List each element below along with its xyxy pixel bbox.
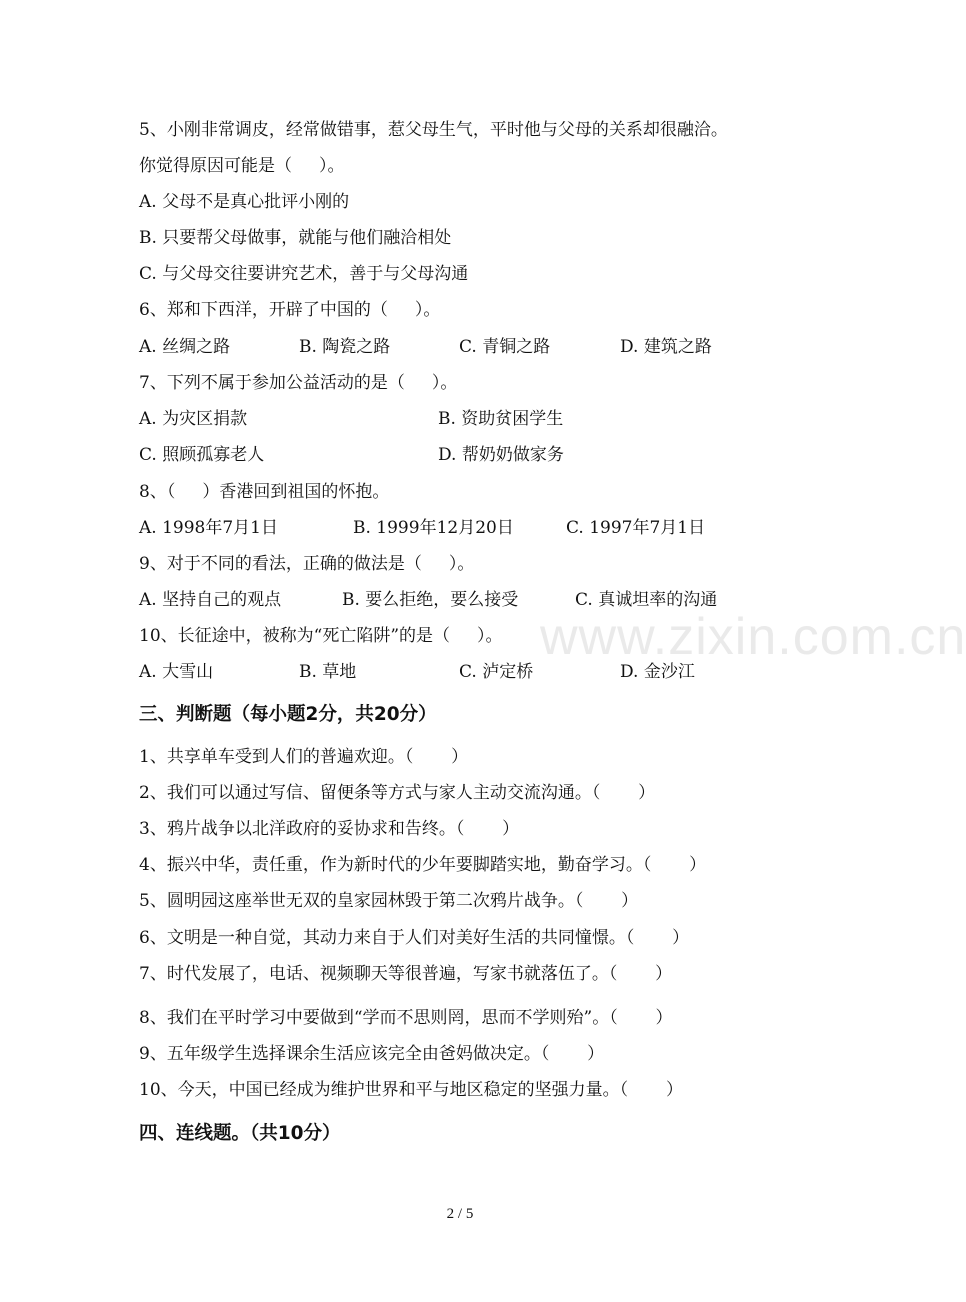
question-5-option-c: C. 与父母交往要讲究艺术，善于与父母沟通 (139, 264, 469, 284)
true-false-item-1: 1、共享单车受到人们的普遍欢迎。（ ） (139, 747, 469, 767)
page-number: 2 / 5 (446, 1206, 474, 1222)
true-false-item-9: 9、五年级学生选择课余生活应该完全由爸妈做决定。（ ） (139, 1044, 605, 1064)
question-5-option-b: B. 只要帮父母做事，就能与他们融洽相处 (139, 228, 452, 248)
question-10-option-b: B. 草地 (299, 662, 357, 682)
true-false-item-4: 4、振兴中华，责任重，作为新时代的少年要脚踏实地，勤奋学习。（ ） (139, 855, 707, 875)
question-8-option-a: A. 1998年7月1日 (139, 518, 278, 538)
question-6-stem: 6、郑和下西洋，开辟了中国的（ ）。 (139, 300, 441, 320)
section-3-title: 三、判断题（每小题2分，共20分） (139, 704, 437, 725)
question-9-option-a: A. 坚持自己的观点 (139, 590, 282, 610)
true-false-item-6: 6、文明是一种自觉，其动力来自于人们对美好生活的共同憧憬。（ ） (139, 928, 690, 948)
true-false-item-7: 7、时代发展了，电话、视频聊天等很普遍，写家书就落伍了。（ ） (139, 964, 673, 984)
true-false-item-5: 5、圆明园这座举世无双的皇家园林毁于第二次鸦片战争。（ ） (139, 891, 639, 911)
question-8-option-b: B. 1999年12月20日 (353, 518, 514, 538)
question-8-stem: 8、（ ）香港回到祖国的怀抱。 (139, 482, 390, 502)
question-7-option-d: D. 帮奶奶做家务 (438, 445, 564, 465)
question-6-option-b: B. 陶瓷之路 (299, 337, 391, 357)
true-false-item-2: 2、我们可以通过写信、留便条等方式与家人主动交流沟通。（ ） (139, 783, 656, 803)
question-9-option-b: B. 要么拒绝，要么接受 (342, 590, 519, 610)
true-false-item-3: 3、鸦片战争以北洋政府的妥协求和告终。（ ） (139, 819, 520, 839)
question-9-stem: 9、对于不同的看法，正确的做法是（ ）。 (139, 554, 475, 574)
question-6-option-d: D. 建筑之路 (620, 337, 712, 357)
question-8-option-c: C. 1997年7月1日 (566, 518, 706, 538)
question-7-option-a: A. 为灾区捐款 (139, 409, 248, 429)
question-7-option-c: C. 照顾孤寡老人 (139, 445, 265, 465)
section-4-title: 四、连线题。（共10分） (139, 1123, 341, 1144)
question-10-option-d: D. 金沙江 (620, 662, 695, 682)
question-9-option-c: C. 真诚坦率的沟通 (575, 590, 718, 610)
question-6-option-c: C. 青铜之路 (459, 337, 551, 357)
question-7-option-b: B. 资助贫困学生 (438, 409, 564, 429)
question-7-stem: 7、下列不属于参加公益活动的是（ ）。 (139, 373, 458, 393)
true-false-item-8: 8、我们在平时学习中要做到“学而不思则罔，思而不学则殆”。（ ） (139, 1008, 673, 1028)
question-10-option-a: A. 大雪山 (139, 662, 214, 682)
true-false-item-10: 10、今天，中国已经成为维护世界和平与地区稳定的坚强力量。（ ） (139, 1080, 683, 1100)
question-10-stem: 10、长征途中，被称为“死亡陷阱”的是（ ）。 (139, 626, 503, 646)
question-6-option-a: A. 丝绸之路 (139, 337, 231, 357)
question-10-option-c: C. 泸定桥 (459, 662, 534, 682)
question-5-option-a: A. 父母不是真心批评小刚的 (139, 192, 350, 212)
question-5-stem-line2: 你觉得原因可能是（ ）。 (139, 156, 345, 176)
question-5-stem-line1: 5、小刚非常调皮，经常做错事，惹父母生气，平时他与父母的关系却很融洽。 (139, 120, 728, 140)
watermark: www.zixin.com.cn (540, 608, 966, 666)
